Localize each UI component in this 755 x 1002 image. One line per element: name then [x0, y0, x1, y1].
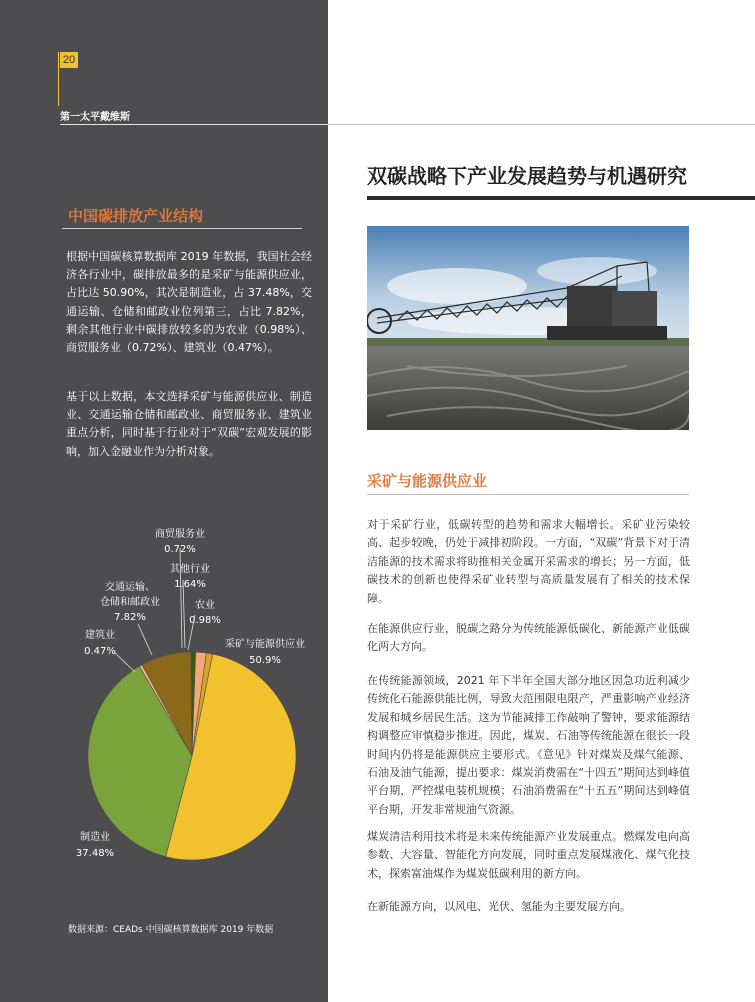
left-paragraph-1: 根据中国碳核算数据库 2019 年数据，我国社会经济各行业中，碳排放最多的是采矿与能源供应业，占比达 50.90%，其次是制造业，占 37.48%，交通运输、仓储和邮政业位列第三，占比 7.82%，剩余其他行业中碳排放较多的为农业（0.98%）、商贸服务业（0.72%）、建筑业（0.47%）。 — [66, 250, 312, 355]
right-paragraph-1: 对于采矿行业，低碳转型的趋势和需求大幅增长。采矿业污染较高、起步较晚，仍处于减排初阶段。一方面，“双碳”背景下对于清洁能源的技术需求将助推相关金属开采需求的增长；另一方面，低碳技术的创新也使得采矿业转型与高质量发展有了相关的技术保障。 — [367, 518, 690, 605]
label-manufacturing-name: 制造业 — [80, 832, 110, 843]
excavator-photo — [367, 226, 689, 430]
label-mining-name: 采矿与能源供应业 — [225, 639, 305, 650]
leader-commerce — [180, 548, 182, 648]
label-transport-name-1: 交通运输、 — [105, 582, 155, 593]
leader-transport — [138, 624, 152, 655]
left-section-rule — [62, 228, 302, 229]
right-paragraph-3: 在传统能源领域，2021 年下半年全国大部分地区因急功近利减少传统化石能源供能比例，导致大范围限电限产，严重影响产业经济发展和城乡居民生活。这为节能减排工作敲响了警钟，要求能源结构调整应审慎稳步推进。因此，煤炭、石油等传统能源在很长一段时间内仍将是能源供应主要形式。《意见》针对煤炭及煤气能源、石油及油气能源，提出要求：煤炭消费需在“十四五”期间达到峰值平台期，严控煤电装机规模；石油消费需在“十五五”期间达到峰值平台期，开发非常规油气资源。 — [367, 674, 690, 816]
left-section-title: 中国碳排放产业结构 — [68, 207, 204, 225]
data-source-note: 数据来源：CEADs 中国碳核算数据库 2019 年数据 — [68, 925, 274, 935]
right-section-rule — [367, 494, 689, 495]
page-title: 双碳战略下产业发展趋势与机遇研究 — [367, 164, 687, 188]
right-paragraph-2: 在能源供应行业，脱碳之路分为传统能源低碳化、新能源产业低碳化两大方向。 — [367, 622, 690, 654]
label-construction-name: 建筑业 — [85, 630, 115, 641]
right-paragraph-4: 煤炭清洁利用技术将是未来传统能源产业发展重点。燃煤发电向高参数、大容量、智能化方向发展，同时重点发展煤液化、煤气化技术，探索富油煤作为煤炭低碳利用的新方向。 — [367, 830, 690, 880]
running-title: 第一太平戴维斯 — [60, 112, 130, 123]
right-paragraph-5: 在新能源方向，以风电、光伏、氢能为主要发展方向。 — [367, 900, 631, 913]
label-commerce-value: 0.72% — [164, 544, 196, 555]
header-divider-right — [328, 124, 755, 125]
leader-other — [183, 580, 185, 648]
label-other-name: 其他行业 — [170, 564, 210, 575]
emission-pie-chart — [60, 520, 320, 870]
label-agriculture-value: 0.98% — [189, 615, 221, 626]
label-construction-value: 0.47% — [84, 646, 116, 657]
leader-construction — [114, 652, 135, 672]
label-mining-value: 50.9% — [249, 655, 281, 666]
label-agriculture-name: 农业 — [195, 600, 215, 611]
right-section-title: 采矿与能源供应业 — [367, 472, 488, 490]
label-manufacturing-value: 37.48% — [75, 848, 115, 859]
page-number: 20 — [60, 52, 78, 68]
label-transport-value: 7.82% — [114, 612, 146, 623]
label-commerce-name: 商贸服务业 — [155, 529, 205, 540]
label-other-value: 1.64% — [174, 579, 206, 590]
label-transport-name-2: 仓储和邮政业 — [100, 597, 160, 608]
header-divider-left — [60, 124, 328, 125]
title-rule — [367, 196, 755, 200]
left-paragraph-2: 基于以上数据，本文选择采矿与能源供应业、制造业、交通运输仓储和邮政业、商贸服务业、建筑业重点分析，同时基于行业对于“双碳”宏观发展的影响，加入金融业作为分析对象。 — [66, 390, 312, 458]
header-accent-line — [58, 52, 59, 106]
